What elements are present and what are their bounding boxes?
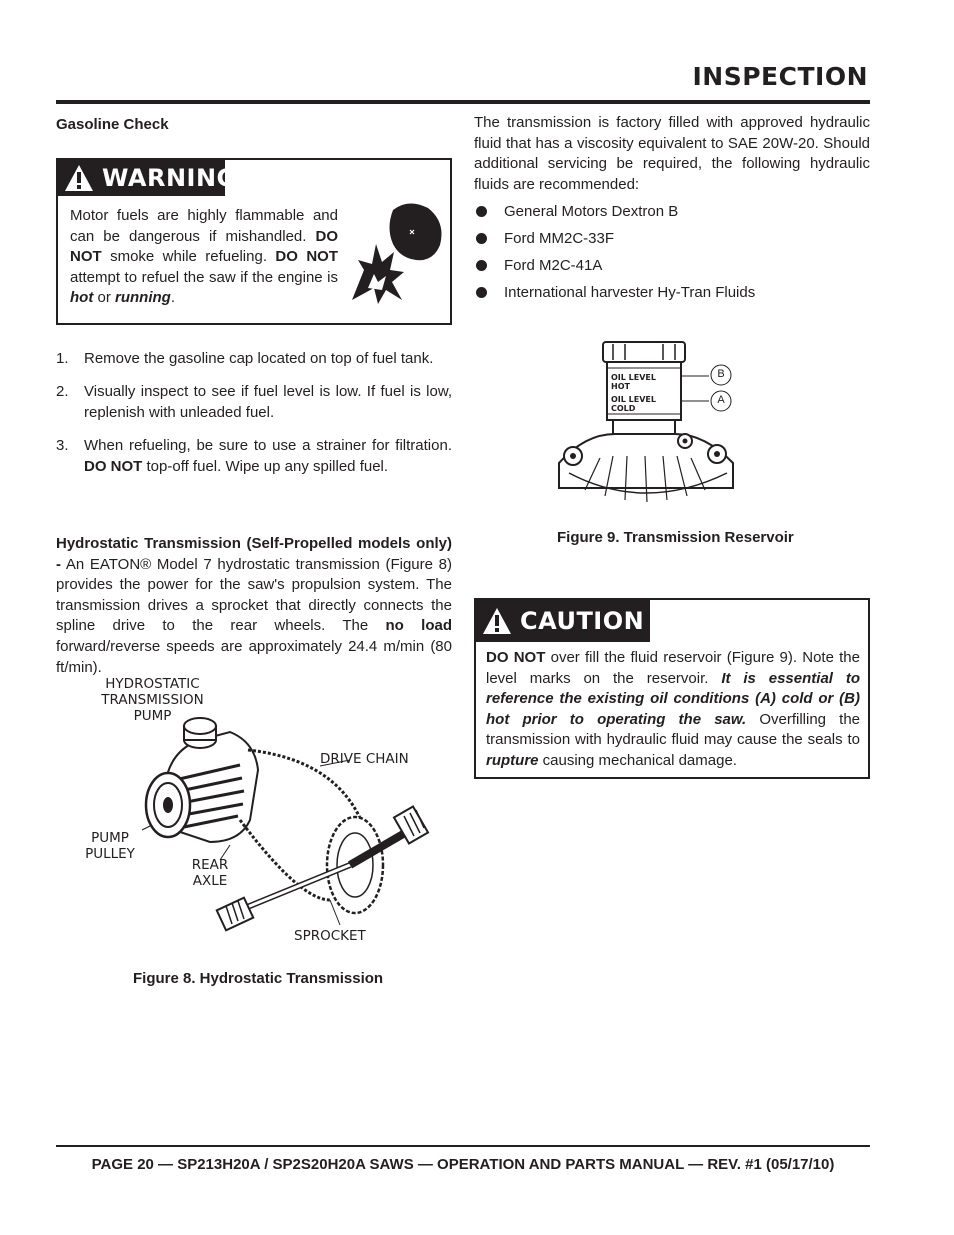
bullet-icon: [476, 206, 487, 217]
caution-box: [474, 598, 870, 779]
gasoline-check-heading: Gasoline Check: [56, 116, 169, 133]
figure-9-illustration: [555, 338, 745, 513]
header-rule: [56, 100, 870, 104]
bullet-icon: [476, 260, 487, 271]
figure-8-caption: Figure 8. Hydrostatic Transmission: [133, 970, 384, 987]
list-item: Ford M2C-41A: [474, 252, 870, 279]
transmission-intro: The transmission is factory filled with approved hydraulic fluid that has a viscosity equivalent to SAE 20W-20. Should additional servicing be required, the following hydraulic fluids are recommended:: [474, 114, 870, 193]
explosion-icon: [348, 200, 448, 315]
bullet-icon: [476, 233, 487, 244]
list-item: 2. Visually inspect to see if fuel level is low. If fuel is low, replenish with unleaded fuel.: [56, 383, 452, 421]
label-sprocket: SPROCKET: [294, 928, 366, 944]
label-drive-chain: DRIVE CHAIN: [320, 751, 409, 767]
page-footer: PAGE 20 — SP213H20A / SP2S20H20A SAWS — OPERATION AND PARTS MANUAL — REV. #1 (05/17/10): [91, 1156, 835, 1173]
figure-8-illustration: [80, 670, 440, 950]
label-oil-level-hot: OIL LEVEL HOT: [611, 373, 656, 391]
list-item: 3. When refueling, be sure to use a strainer for filtration. DO NOT top-off fuel. Wipe up any spilled fuel.: [56, 437, 452, 475]
list-item: General Motors Dextron B: [474, 198, 870, 225]
list-item: International harvester Hy-Tran Fluids: [474, 279, 870, 306]
warning-banner: [58, 160, 237, 196]
caution-banner: [476, 600, 650, 642]
page-title: INSPECTION: [692, 62, 868, 91]
footer-rule: [56, 1145, 870, 1147]
label-pump-pulley: PUMP PULLEY: [85, 830, 135, 862]
warning-label: WARNING: [102, 164, 237, 192]
list-item: 1. Remove the gasoline cap located on top of fuel tank.: [56, 350, 434, 367]
figure-9-caption: Figure 9. Transmission Reservoir: [557, 529, 794, 546]
gasoline-steps: [56, 348, 452, 489]
fluid-list: [474, 198, 870, 306]
warning-triangle-icon: [64, 164, 94, 192]
caution-text: DO NOT over fill the fluid reservoir (Figure 9). Note the level marks on the reservoir. It is essential to reference the existing oil conditions (A) cold or (B) hot prior to operating the saw. Overfilling the transmission with hydraulic fluid may cause the seals to rupture causing mechanical damage.: [486, 649, 861, 769]
warning-triangle-icon: [482, 607, 512, 635]
warning-text: Motor fuels are highly flammable and can be dangerous if mishandled. DO NOT smoke while refueling. DO NOT attempt to refuel the saw if the engine is hot or running.: [70, 207, 338, 307]
label-b: B: [717, 368, 725, 380]
bullet-icon: [476, 287, 487, 298]
caution-label: CAUTION: [520, 607, 645, 635]
label-pump: HYDROSTATIC TRANSMISSION PUMP: [101, 676, 204, 724]
label-oil-level-cold: OIL LEVEL COLD: [611, 395, 656, 413]
warning-box: [56, 158, 452, 325]
hydrostatic-paragraph: Hydrostatic Transmission (Self-Propelled models only) - An EATON® Model 7 hydrostatic transmission (Figure 8) provides the power for the saw's propulsion system. The transmission drives a sprocket that directly connects the spline drive to the rear wheels. The no load forward/reverse speeds are approximately 24.4 m/min (80 ft/min).: [56, 535, 452, 676]
list-item: Ford MM2C-33F: [474, 225, 870, 252]
label-rear-axle: REAR AXLE: [191, 857, 229, 889]
label-a: A: [717, 394, 725, 406]
